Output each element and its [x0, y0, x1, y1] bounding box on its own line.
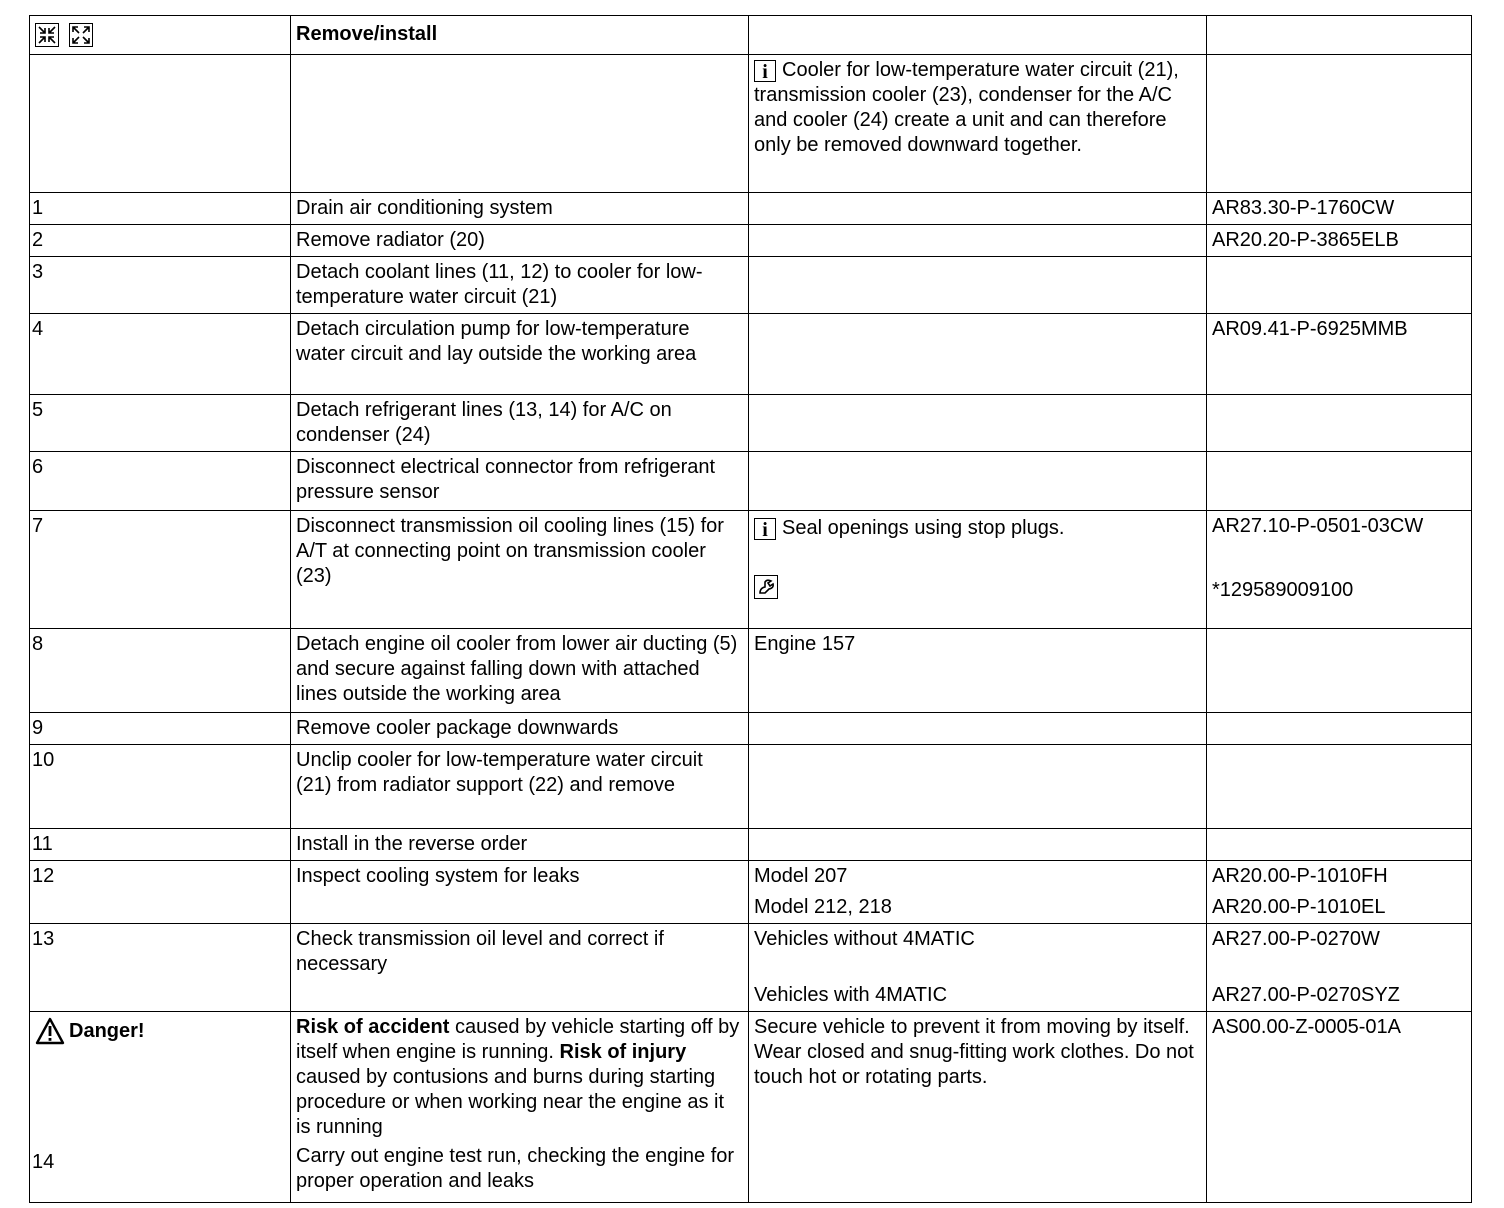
step-note: Seal openings using stop plugs.	[782, 517, 1065, 539]
step-note: Vehicles with 4MATIC	[754, 984, 948, 1006]
remove-arrows-icon	[35, 23, 59, 47]
procedure-table	[29, 15, 1472, 1203]
step-ref: AR20.20-P-3865ELB	[1207, 225, 1472, 257]
step-number: 2	[30, 225, 291, 257]
table-row	[30, 745, 1472, 829]
step-text: Inspect cooling system for leaks	[291, 861, 749, 924]
risk-of-accident: Risk of accident caused by vehicle starting off by itself when engine is running.	[296, 1016, 740, 1063]
step-ref: AR83.30-P-1760CW	[1207, 193, 1472, 225]
table-row	[30, 713, 1472, 745]
step-text: Detach refrigerant lines (13, 14) for A/C on condenser (24)	[291, 395, 749, 452]
step-note-cell	[749, 511, 1207, 629]
step-number: 10	[30, 745, 291, 829]
danger-cell	[30, 1012, 291, 1203]
danger-label: Danger!	[69, 1019, 145, 1042]
special-tool-icon	[754, 575, 778, 599]
install-arrows-icon	[69, 23, 93, 47]
table-row	[30, 861, 1472, 924]
general-note-text: Cooler for low-temperature water circuit (21), transmission cooler (23), condenser for the A/C and cooler (24) create a unit and can therefore only be removed downward together.	[754, 59, 1179, 156]
step-number: 3	[30, 257, 291, 314]
step-text: Unclip cooler for low-temperature water circuit (21) from radiator support (22) and remove	[291, 745, 749, 829]
step-text: Carry out engine test run, checking the engine for proper operation and leaks	[296, 1145, 735, 1192]
header-row	[30, 16, 1472, 55]
table-row	[30, 395, 1472, 452]
header-icons-cell	[30, 16, 291, 55]
step-number: 11	[30, 829, 291, 861]
step-number: 13	[30, 924, 291, 1012]
step-text: Install in the reverse order	[291, 829, 749, 861]
info-icon: i	[754, 60, 776, 82]
warning-triangle-icon	[35, 1017, 65, 1045]
step-note: Engine 157	[749, 629, 1207, 713]
step-note: Vehicles without 4MATIC	[754, 928, 975, 950]
step-number: 4	[30, 314, 291, 395]
step-text: Detach engine oil cooler from lower air ducting (5) and secure against falling down with attached lines outside the working area	[291, 629, 749, 713]
step-text: Disconnect electrical connector from refrigerant pressure sensor	[291, 452, 749, 511]
step-ref: AR27.00-P-0270SYZ	[1212, 984, 1400, 1006]
general-note-cell	[749, 55, 1207, 193]
step-text: Detach coolant lines (11, 12) to cooler for low-temperature water circuit (21)	[291, 257, 749, 314]
tool-ref: *129589009100	[1212, 579, 1354, 601]
step-number: 8	[30, 629, 291, 713]
step-text: Drain air conditioning system	[291, 193, 749, 225]
danger-instructions-cell	[749, 1012, 1207, 1203]
step-number: 14	[32, 1151, 55, 1173]
step-ref: AR20.00-P-1010EL	[1212, 896, 1386, 918]
step-number: 12	[30, 861, 291, 924]
table-row	[30, 924, 1472, 1012]
risk-of-injury: Risk of injury caused by contusions and burns during starting procedure or when working near the engine as it is running	[296, 1041, 725, 1138]
danger-instruction: Secure vehicle to prevent it from moving by itself.	[754, 1016, 1190, 1038]
table-row	[30, 629, 1472, 713]
step-number: 9	[30, 713, 291, 745]
step-note: Model 212, 218	[754, 896, 892, 918]
step-number: 1	[30, 193, 291, 225]
step-text: Remove cooler package downwards	[291, 713, 749, 745]
step-number: 6	[30, 452, 291, 511]
table-row	[30, 829, 1472, 861]
step-text: Disconnect transmission oil cooling lines (15) for A/T at connecting point on transmission cooler (23)	[291, 511, 749, 629]
step-number: 5	[30, 395, 291, 452]
step-text: Detach circulation pump for low-temperature water circuit and lay outside the working area	[291, 314, 749, 395]
header-title: Remove/install	[291, 16, 749, 55]
step-note: Model 207	[754, 865, 848, 887]
danger-row	[30, 1012, 1472, 1203]
table-row	[30, 314, 1472, 395]
danger-text-cell	[291, 1012, 749, 1203]
step-ref: AR09.41-P-6925MMB	[1207, 314, 1472, 395]
danger-instruction: Wear closed and snug-fitting work clothes. Do not touch hot or rotating parts.	[754, 1041, 1194, 1088]
general-note-row	[30, 55, 1472, 193]
table-row	[30, 511, 1472, 629]
step-ref: AR20.00-P-1010FH	[1212, 865, 1388, 887]
step-ref-cell	[1207, 511, 1472, 629]
danger-ref: AS00.00-Z-0005-01A	[1207, 1012, 1472, 1203]
step-text: Remove radiator (20)	[291, 225, 749, 257]
table-row	[30, 193, 1472, 225]
step-number: 7	[30, 511, 291, 629]
step-ref: AR27.00-P-0270W	[1212, 928, 1380, 950]
table-row	[30, 225, 1472, 257]
info-icon: i	[754, 518, 776, 540]
step-ref: AR27.10-P-0501-03CW	[1212, 515, 1424, 537]
step-text: Check transmission oil level and correct if necessary	[291, 924, 749, 1012]
table-row	[30, 257, 1472, 314]
table-row	[30, 452, 1472, 511]
